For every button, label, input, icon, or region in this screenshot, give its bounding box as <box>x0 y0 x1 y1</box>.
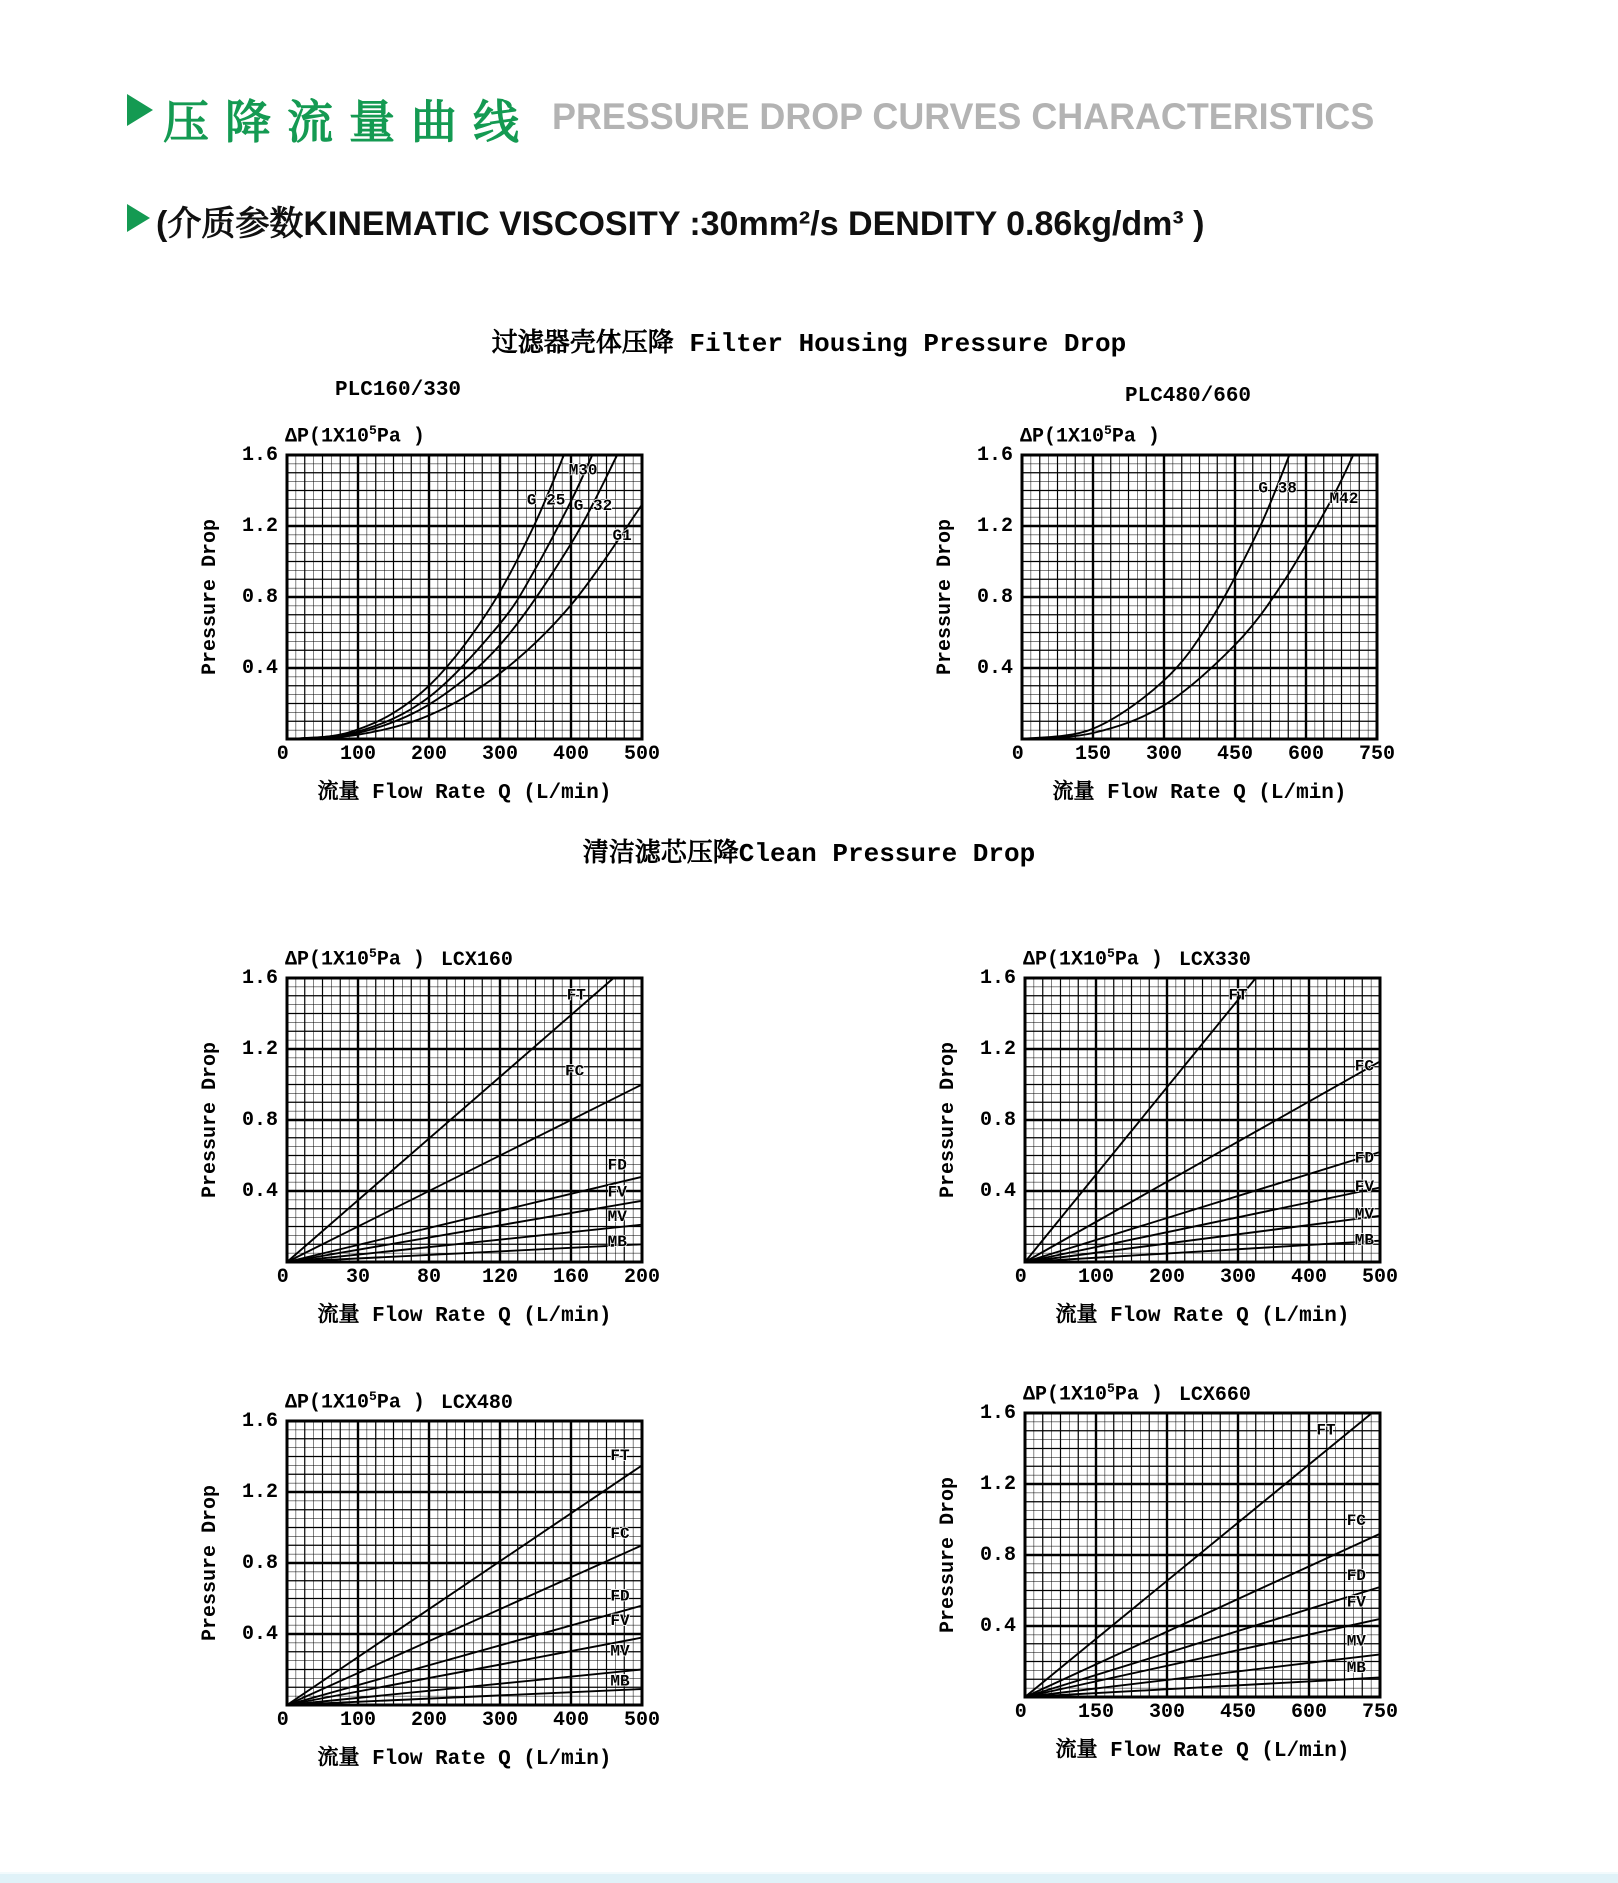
chart-lcx660 <box>937 1381 1399 1763</box>
x-tick-label: 300 <box>1219 1266 1257 1289</box>
curve-label-m42: M42 <box>1329 489 1359 508</box>
x-tick-label: 200 <box>623 1266 661 1289</box>
x-tick-label: 150 <box>1074 743 1112 766</box>
x-tick-label: 400 <box>1290 1266 1328 1289</box>
y-tick-label: 0.8 <box>979 1109 1016 1132</box>
curve-label-mv: MV <box>1346 1632 1366 1651</box>
curve-label-fc: FC <box>1346 1511 1366 1530</box>
x-tick-label: 0 <box>1014 1266 1027 1289</box>
footer-decoration-bar <box>0 1872 1618 1883</box>
y-tick-label: 0.8 <box>241 1109 278 1132</box>
x-tick-label: 0 <box>1014 1701 1027 1724</box>
curve-label-ft: FT <box>1228 986 1248 1005</box>
x-axis-name: 流量 Flow Rate Q (L/min) <box>1052 782 1347 805</box>
y-axis-name: Pressure Drop <box>199 1484 222 1642</box>
x-tick-label: 0 <box>276 1709 289 1732</box>
y-axis-name: Pressure Drop <box>199 518 222 676</box>
x-tick-label: 100 <box>1077 1266 1115 1289</box>
page-title-english: PRESSURE DROP CURVES CHARACTERISTICS <box>552 96 1375 137</box>
curve-label-mb: MB <box>1346 1659 1366 1678</box>
curve-label-mb: MB <box>607 1233 627 1251</box>
curve-label-ft: FT <box>566 986 586 1005</box>
chart-inline-title: LCX660 <box>1178 1383 1251 1407</box>
y-axis-unit-label: $\Delta P(1X10^5Pa$ ) LCX480 <box>285 1389 513 1415</box>
x-tick-label: 200 <box>410 1709 448 1732</box>
grid <box>1025 978 1380 1262</box>
y-tick-label: 1.6 <box>979 1402 1016 1425</box>
curve-label-fd: FD <box>1346 1566 1366 1585</box>
chart-plot <box>1025 978 1380 1262</box>
x-axis-name: 流量 Flow Rate Q (L/min) <box>317 782 612 805</box>
chart-lcx160 <box>199 946 661 1328</box>
curve-label-mv: MV <box>1354 1205 1375 1224</box>
x-tick-label: 600 <box>1290 1701 1328 1724</box>
curve-label-mv: MV <box>607 1208 627 1227</box>
x-tick-label: 300 <box>481 743 519 766</box>
y-tick-label: 0.4 <box>976 657 1013 680</box>
x-tick-label: 750 <box>1358 743 1396 766</box>
x-tick-label: 500 <box>623 1709 661 1732</box>
chart-inline-title: LCX330 <box>1178 948 1251 972</box>
x-tick-label: 300 <box>1145 743 1183 766</box>
curve-label-fv: FV <box>610 1612 630 1631</box>
curve-label-g32: G 32 <box>573 497 613 515</box>
curve-label-fv: FV <box>1346 1593 1366 1612</box>
y-tick-label: 1.6 <box>241 1410 278 1433</box>
y-tick-label: 0.8 <box>979 1544 1016 1567</box>
y-tick-label: 1.6 <box>241 967 278 990</box>
y-axis-name: Pressure Drop <box>937 1476 960 1634</box>
y-tick-label: 1.6 <box>979 967 1016 990</box>
x-tick-label: 600 <box>1287 743 1325 766</box>
y-tick-label: 0.8 <box>241 1552 278 1575</box>
chart-plot <box>287 1421 642 1705</box>
curve-label-ft: FT <box>1316 1421 1336 1440</box>
curve-label-fd: FD <box>610 1587 630 1606</box>
x-tick-label: 450 <box>1216 743 1254 766</box>
curve-label-fv: FV <box>1354 1178 1375 1196</box>
curve-label-g25: G 25 <box>526 491 566 510</box>
y-tick-label: 0.4 <box>241 1180 278 1203</box>
chart-plot <box>287 978 642 1262</box>
x-tick-label: 0 <box>1011 743 1024 766</box>
y-tick-label: 0.4 <box>979 1615 1016 1638</box>
y-tick-label: 1.2 <box>241 1481 278 1504</box>
chart-lcx330 <box>937 946 1399 1328</box>
x-tick-label: 300 <box>481 1709 519 1732</box>
y-axis-unit-label: $\Delta P(1X10^5Pa$ ) LCX330 <box>1023 946 1251 972</box>
x-tick-label: 750 <box>1361 1701 1399 1724</box>
x-axis-name: 流量 Flow Rate Q (L/min) <box>317 1305 612 1328</box>
y-tick-label: 1.6 <box>241 444 278 467</box>
x-tick-label: 150 <box>1077 1701 1115 1724</box>
chart-title: PLC160/330 <box>335 379 462 402</box>
chart-plot <box>287 455 642 739</box>
curve-label-fd: FD <box>1354 1149 1375 1168</box>
x-tick-label: 200 <box>410 743 448 766</box>
x-tick-label: 80 <box>416 1266 442 1289</box>
y-axis-unit-label: $\Delta P(1X10^5Pa$ ) <box>285 423 425 449</box>
y-axis-name: Pressure Drop <box>934 518 957 676</box>
x-axis-name: 流量 Flow Rate Q (L/min) <box>317 1748 612 1771</box>
x-tick-label: 400 <box>552 743 590 766</box>
x-tick-label: 450 <box>1219 1701 1257 1724</box>
curve-label-m30: M30 <box>568 461 598 480</box>
chart-plc480-660 <box>934 385 1396 805</box>
page-title-chinese: 压降流量曲线 <box>163 96 535 148</box>
x-tick-label: 200 <box>1148 1266 1186 1289</box>
green-arrow-icon <box>127 94 153 126</box>
curve-label-ft: FT <box>610 1447 630 1466</box>
curve-label-g38: G 38 <box>1258 479 1297 498</box>
section-title-clean: 清洁滤芯压降Clean Pressure Drop <box>582 839 1036 869</box>
x-axis-name: 流量 Flow Rate Q (L/min) <box>1055 1740 1350 1763</box>
x-tick-label: 100 <box>339 743 377 766</box>
x-tick-label: 30 <box>345 1266 371 1289</box>
x-tick-label: 500 <box>1361 1266 1399 1289</box>
chart-plot <box>1025 1413 1380 1697</box>
y-tick-label: 1.2 <box>979 1473 1016 1496</box>
green-arrow-icon <box>127 204 150 232</box>
chart-inline-title: LCX160 <box>440 948 513 972</box>
chart-title: PLC480/660 <box>1125 385 1252 408</box>
y-tick-label: 1.2 <box>241 1038 278 1061</box>
y-tick-label: 0.4 <box>241 1623 278 1646</box>
x-tick-label: 300 <box>1148 1701 1186 1724</box>
chart-plot <box>1022 455 1377 739</box>
chart-plc160-330 <box>199 379 661 805</box>
curve-label-fv: FV <box>607 1183 627 1202</box>
x-tick-label: 100 <box>339 1709 377 1732</box>
chart-lcx480 <box>199 1389 661 1771</box>
y-tick-label: 1.6 <box>976 444 1013 467</box>
x-tick-label: 400 <box>552 1709 590 1732</box>
curve-label-mv: MV <box>610 1642 630 1661</box>
y-tick-label: 0.8 <box>241 586 278 609</box>
curve-label-g1: G1 <box>612 527 632 546</box>
y-axis-unit-label: $\Delta P(1X10^5Pa$ ) LCX160 <box>285 946 513 972</box>
y-axis-unit-label: $\Delta P(1X10^5Pa$ ) LCX660 <box>1023 1381 1251 1407</box>
grid <box>1022 455 1377 739</box>
section-title-housing: 过滤器壳体压降 Filter Housing Pressure Drop <box>491 329 1127 359</box>
curve-label-fc: FC <box>564 1062 585 1081</box>
x-tick-label: 120 <box>481 1266 519 1289</box>
chart-inline-title: LCX480 <box>440 1391 513 1415</box>
curve-label-fc: FC <box>610 1525 630 1544</box>
y-tick-label: 1.2 <box>976 515 1013 538</box>
curve-label-mb: MB <box>1354 1231 1375 1250</box>
x-tick-label: 0 <box>276 743 289 766</box>
curve-label-fc: FC <box>1354 1057 1375 1076</box>
curve-label-mb: MB <box>610 1672 630 1691</box>
y-axis-unit-label: $\Delta P(1X10^5Pa$ ) <box>1020 423 1160 449</box>
x-tick-label: 160 <box>552 1266 590 1289</box>
y-tick-label: 1.2 <box>241 515 278 538</box>
media-parameters-subtitle: (介质参数KINEMATIC VISCOSITY :30mm²/s DENDITY 0.86kg/dm³ ) <box>156 205 1205 243</box>
y-tick-label: 0.8 <box>976 586 1013 609</box>
y-tick-label: 1.2 <box>979 1038 1016 1061</box>
y-tick-label: 0.4 <box>979 1180 1016 1203</box>
x-axis-name: 流量 Flow Rate Q (L/min) <box>1055 1305 1350 1328</box>
curve-label-fd: FD <box>607 1156 627 1175</box>
y-tick-label: 0.4 <box>241 657 278 680</box>
y-axis-name: Pressure Drop <box>937 1041 960 1199</box>
grid <box>287 1421 642 1705</box>
x-tick-label: 0 <box>276 1266 289 1289</box>
x-tick-label: 500 <box>623 743 661 766</box>
y-axis-name: Pressure Drop <box>199 1041 222 1199</box>
